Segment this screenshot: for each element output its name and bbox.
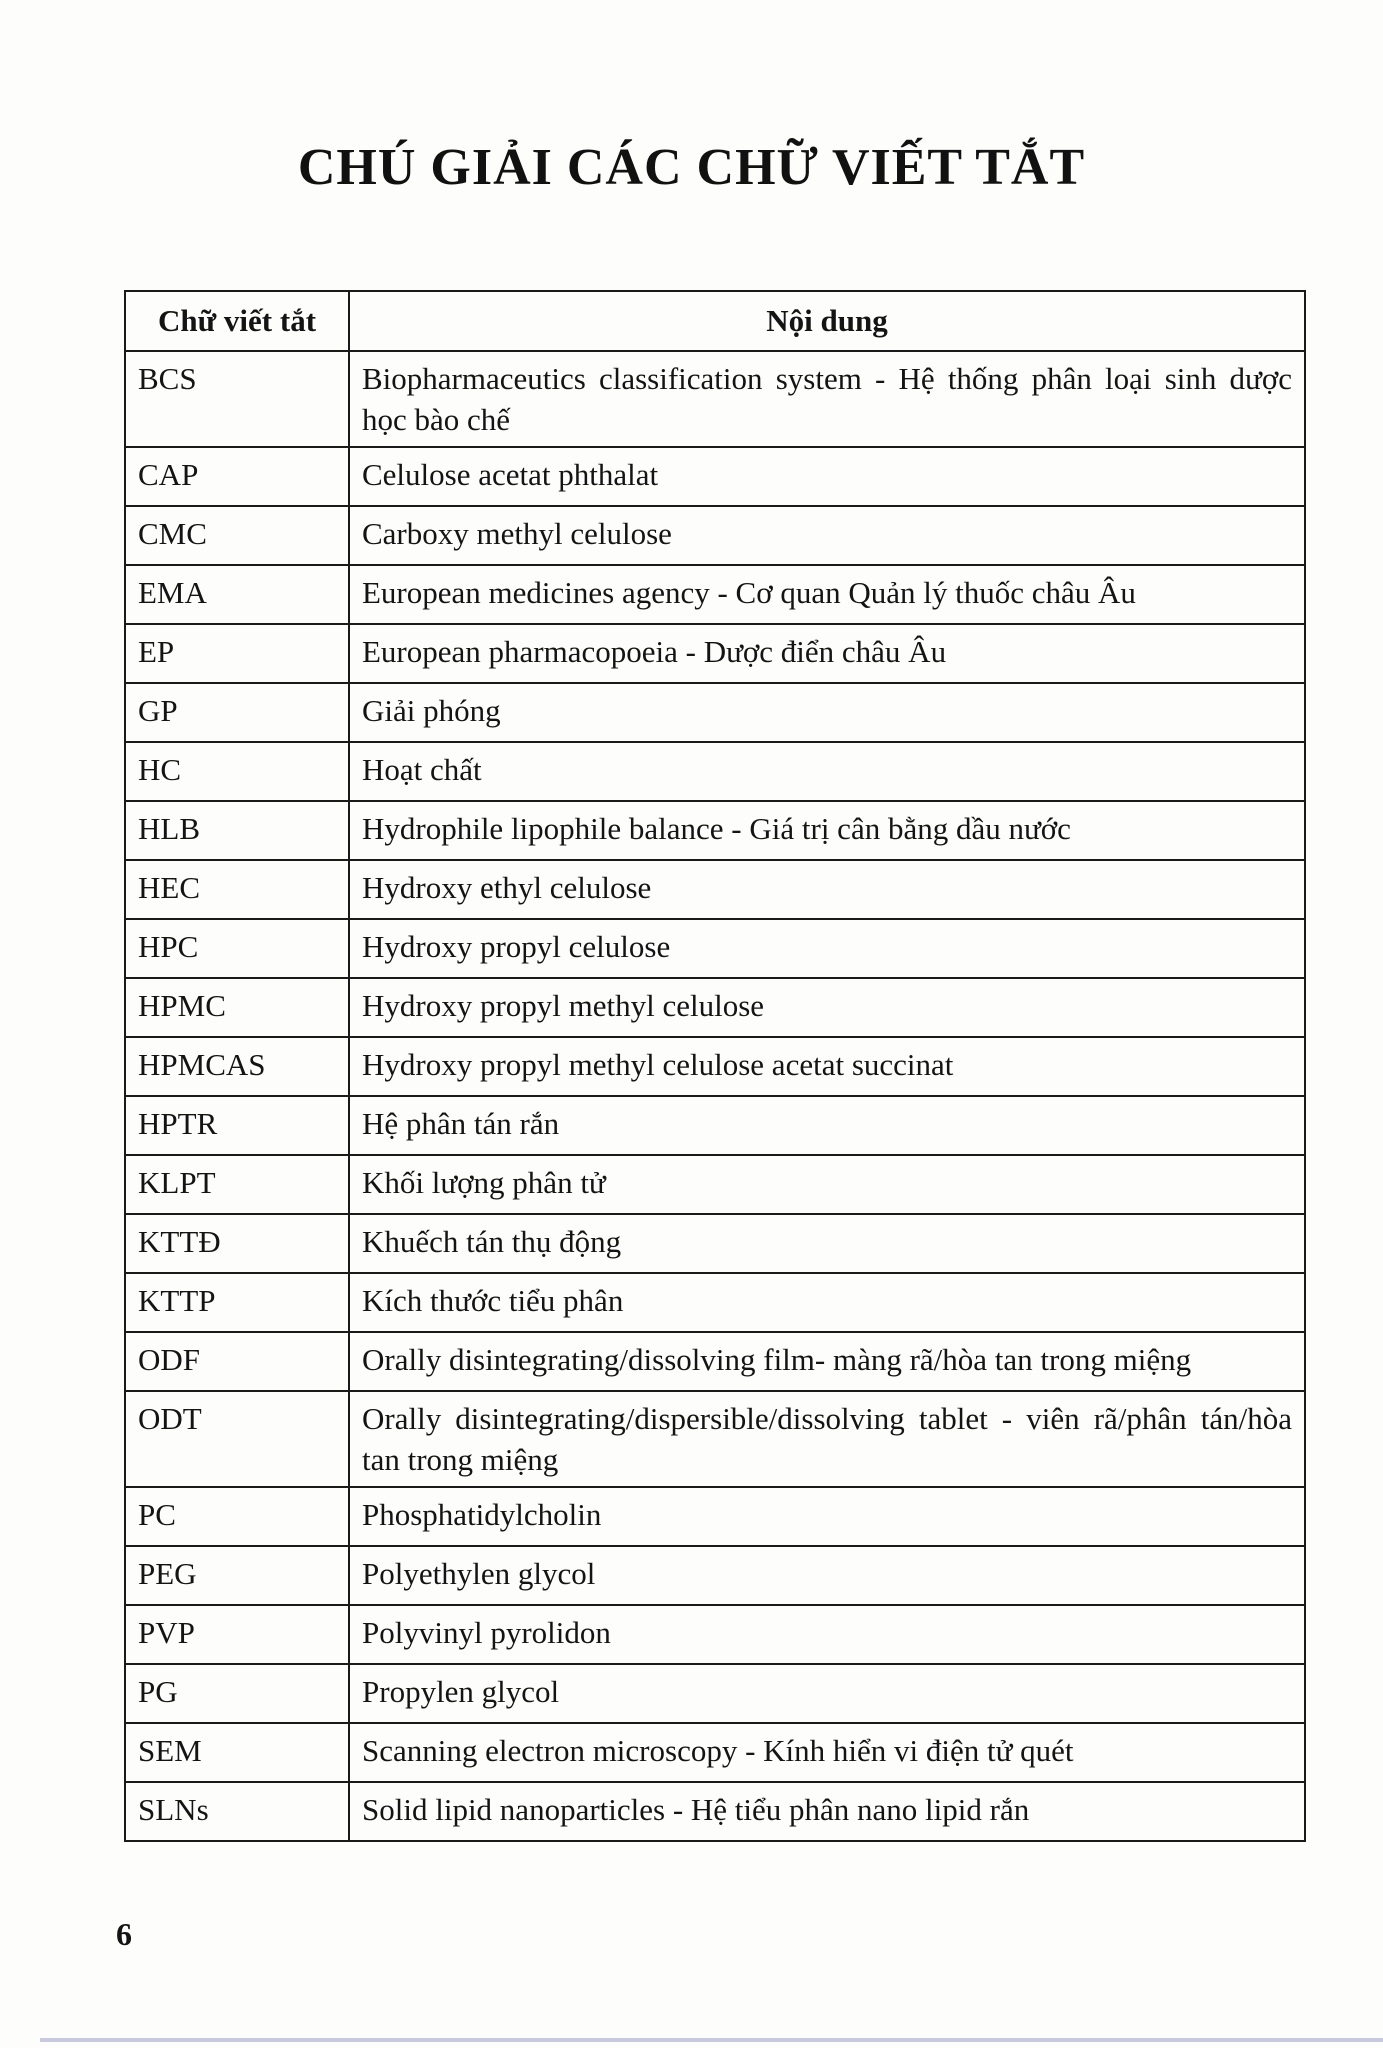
abbreviation-cell: HPTR: [125, 1096, 349, 1155]
table-row: [125, 801, 1305, 860]
content-cell: Hệ phân tán rắn: [349, 1096, 1305, 1155]
content-cell: Solid lipid nanoparticles - Hệ tiểu phân nano lipid rắn: [349, 1782, 1305, 1841]
content-cell: Khuếch tán thụ động: [349, 1214, 1305, 1273]
table-row: [125, 742, 1305, 801]
table-row: [125, 1332, 1305, 1391]
table-row: [125, 447, 1305, 506]
table-row: [125, 1273, 1305, 1332]
content-cell: Hoạt chất: [349, 742, 1305, 801]
abbreviation-cell: KTTĐ: [125, 1214, 349, 1273]
content-cell: Carboxy methyl celulose: [349, 506, 1305, 565]
content-cell: Celulose acetat phthalat: [349, 447, 1305, 506]
table-row: [125, 978, 1305, 1037]
content-cell: Giải phóng: [349, 683, 1305, 742]
page-title: CHÚ GIẢI CÁC CHỮ VIẾT TẮT: [297, 139, 1086, 196]
table-row: [125, 1096, 1305, 1155]
page-number: 6: [116, 1916, 132, 1952]
abbreviation-cell: GP: [125, 683, 349, 742]
abbreviation-table: [124, 290, 1306, 1842]
table-row: [125, 1782, 1305, 1841]
abbreviation-cell: KTTP: [125, 1273, 349, 1332]
table-row: [125, 565, 1305, 624]
content-cell: Hydrophile lipophile balance - Giá trị cân bằng dầu nước: [349, 801, 1305, 860]
abbreviation-cell: PG: [125, 1664, 349, 1723]
content-cell: Polyvinyl pyrolidon: [349, 1605, 1305, 1664]
abbreviation-cell: EMA: [125, 565, 349, 624]
table-row: [125, 1391, 1305, 1487]
abbreviation-cell: PC: [125, 1487, 349, 1546]
abbreviation-cell: HPMCAS: [125, 1037, 349, 1096]
abbreviation-cell: HEC: [125, 860, 349, 919]
abbreviation-cell: ODF: [125, 1332, 349, 1391]
page-bottom-edge: [40, 2038, 1383, 2042]
content-cell: Hydroxy propyl methyl celulose acetat succinat: [349, 1037, 1305, 1096]
abbreviation-cell: HC: [125, 742, 349, 801]
table-row: [125, 1155, 1305, 1214]
table-row: [125, 1605, 1305, 1664]
content-cell: Scanning electron microscopy - Kính hiển vi điện tử quét: [349, 1723, 1305, 1782]
table-row: [125, 1214, 1305, 1273]
table-row: [125, 860, 1305, 919]
abbreviation-cell: HLB: [125, 801, 349, 860]
content-cell: Orally disintegrating/dissolving film- màng rã/hòa tan trong miệng: [349, 1332, 1305, 1391]
table-row: [125, 1546, 1305, 1605]
abbreviation-cell: CMC: [125, 506, 349, 565]
abbreviation-cell: PVP: [125, 1605, 349, 1664]
content-cell: Hydroxy propyl methyl celulose: [349, 978, 1305, 1037]
content-cell: Hydroxy ethyl celulose: [349, 860, 1305, 919]
abbreviation-cell: SLNs: [125, 1782, 349, 1841]
table-row: [125, 351, 1305, 447]
abbreviation-cell: BCS: [125, 351, 349, 447]
column-header-abbreviation: Chữ viết tắt: [125, 291, 349, 351]
table-row: [125, 1723, 1305, 1782]
table-header-row: [125, 291, 1305, 351]
content-cell: Kích thước tiểu phân: [349, 1273, 1305, 1332]
table-row: [125, 506, 1305, 565]
content-cell: Propylen glycol: [349, 1664, 1305, 1723]
abbreviation-cell: CAP: [125, 447, 349, 506]
abbreviation-cell: PEG: [125, 1546, 349, 1605]
content-cell: Orally disintegrating/dispersible/dissolving tablet - viên rã/phân tán/hòa tan trong miệng: [349, 1391, 1305, 1487]
table-row: [125, 1487, 1305, 1546]
content-cell: European medicines agency - Cơ quan Quản lý thuốc châu Âu: [349, 565, 1305, 624]
table-row: [125, 1037, 1305, 1096]
content-cell: Phosphatidylcholin: [349, 1487, 1305, 1546]
content-cell: Khối lượng phân tử: [349, 1155, 1305, 1214]
abbreviation-cell: KLPT: [125, 1155, 349, 1214]
abbreviation-cell: SEM: [125, 1723, 349, 1782]
content-cell: Polyethylen glycol: [349, 1546, 1305, 1605]
table-row: [125, 683, 1305, 742]
table-row: [125, 1664, 1305, 1723]
abbreviation-cell: ODT: [125, 1391, 349, 1487]
abbreviation-cell: HPC: [125, 919, 349, 978]
column-header-content: Nội dung: [349, 291, 1305, 351]
content-cell: Biopharmaceutics classification system - Hệ thống phân loại sinh dược học bào chế: [349, 351, 1305, 447]
table-row: [125, 624, 1305, 683]
content-cell: Hydroxy propyl celulose: [349, 919, 1305, 978]
table-row: [125, 919, 1305, 978]
abbreviation-cell: HPMC: [125, 978, 349, 1037]
content-cell: European pharmacopoeia - Dược điển châu Âu: [349, 624, 1305, 683]
abbreviation-cell: EP: [125, 624, 349, 683]
